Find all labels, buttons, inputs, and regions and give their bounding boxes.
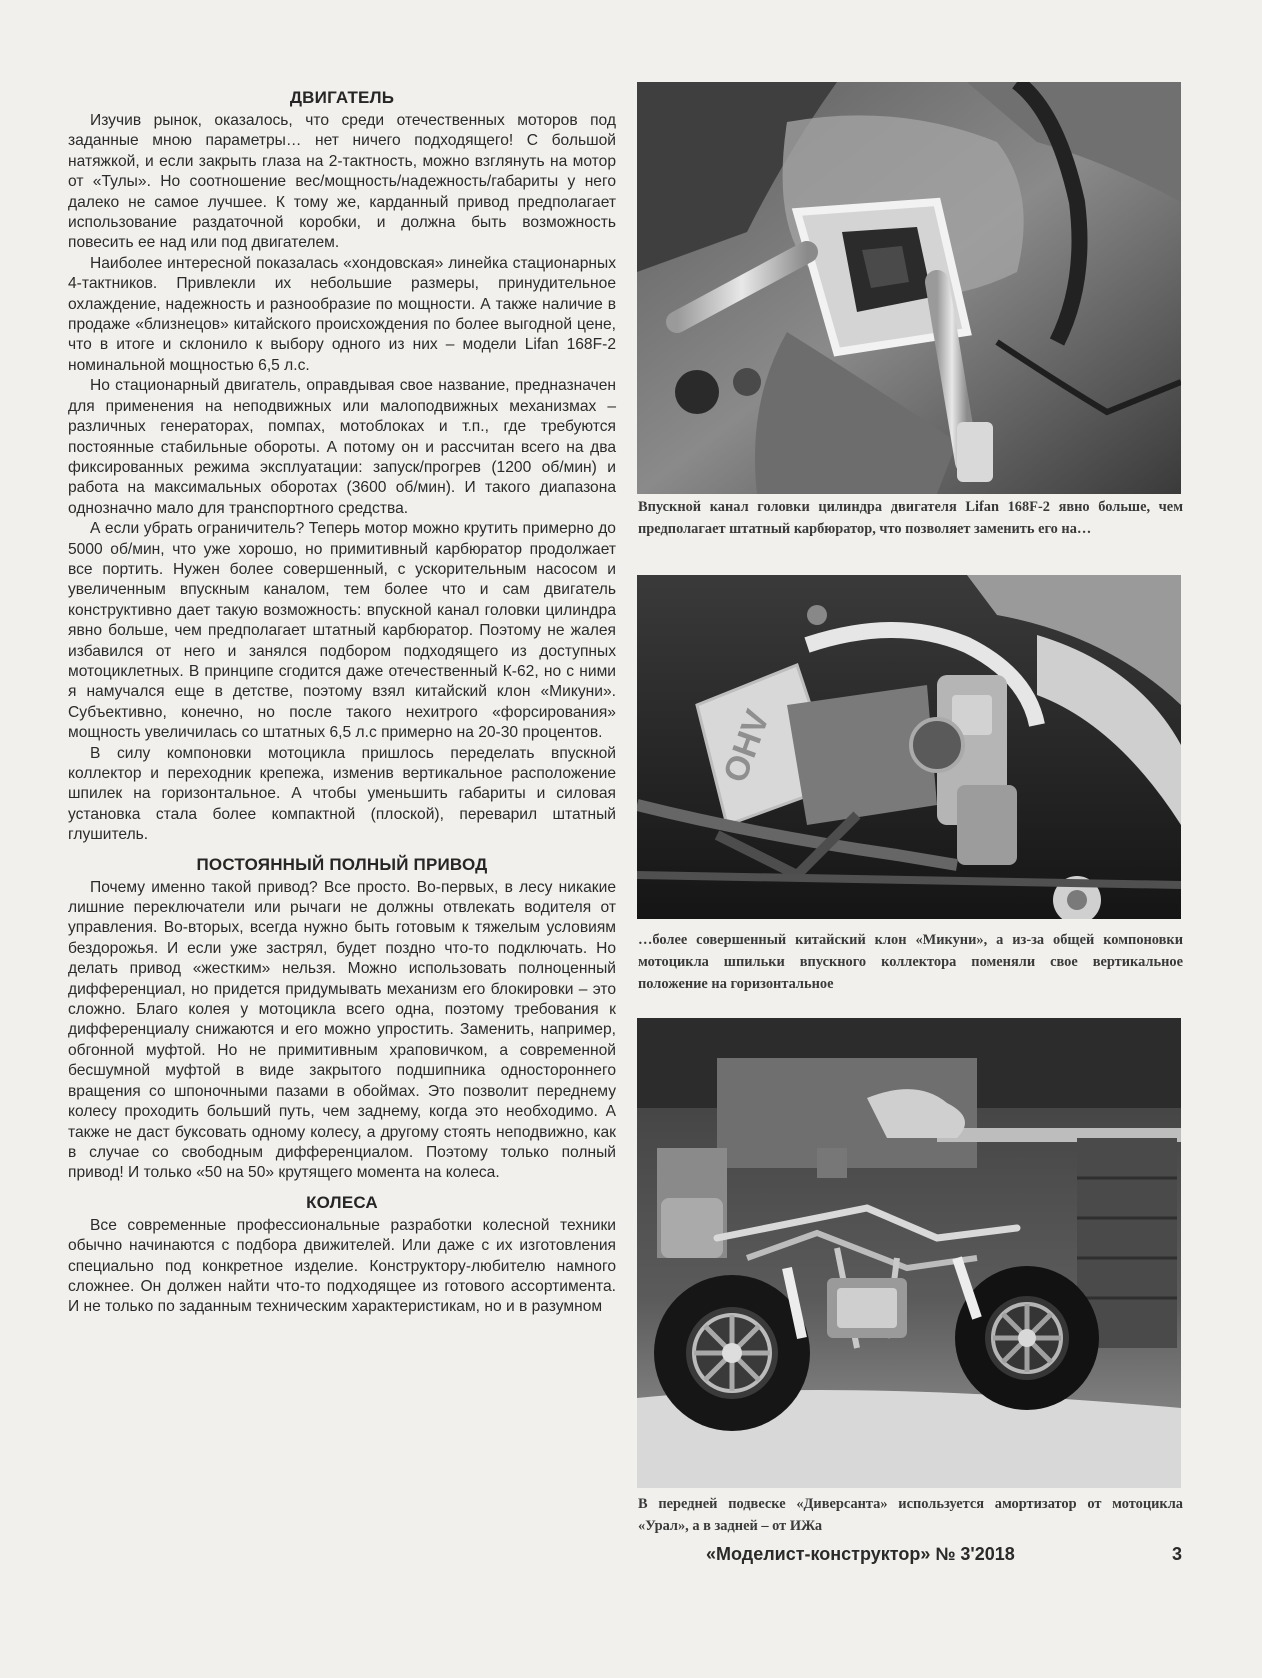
figure-caption: В передней подвеске «Диверсанта» используется амортизатор от мотоцикла «Урал», а в задней – от ИЖа: [638, 1496, 1183, 1534]
section-heading-wheels: КОЛЕСА: [306, 1192, 378, 1212]
paragraph: В силу компоновки мотоцикла пришлось переделать впускной коллектор и переходник крепежа, изменив вертикальное расположение шпилек на горизонтальное. А чтобы уменьшить габариты и силовая установка стала более компактной (плоской), переварил штатный глушитель.: [68, 744, 616, 844]
paragraph: Изучив рынок, оказалось, что среди отечественных моторов под заданные мною параметры… нет ничего подходящего! С большой натяжкой, и если закрыть глаза на 2-тактность, можно взглянуть на мотор от «Тулы». Но соотношение вес/мощность/надежность/габариты у него далеко не самое лучшее. К тому же, карданный привод предполагает использование раздаточной коробки, и должна быть возможность повесить ее над или под двигателем.: [68, 112, 616, 252]
section-heading-engine: ДВИГАТЕЛЬ: [289, 88, 395, 107]
page-number: 3: [1172, 1544, 1183, 1564]
engine-cover-stamp: OHV: [716, 705, 778, 788]
section-heading-drive: ПОСТОЯННЫЙ ПОЛНЫЙ ПРИВОД: [196, 854, 488, 874]
magazine-footer: «Моделист-конструктор» № 3'2018: [706, 1544, 1015, 1564]
figure-caption: …более совершенный китайский клон «Микуни», а из-за общей компоновки мотоцикла шпильки впускного коллектора поменяли свое вертикальное положение на горизонтальное: [638, 932, 1183, 992]
photo-atv-frame: [637, 1018, 1181, 1488]
paragraph: А если убрать ограничитель? Теперь мотор можно крутить примерно до 5000 об/мин, что уже хорошо, но примитивный карбюратор продолжает все портить. Нужен более совершенный, с ускорительным насосом и увеличенным впускным каналом, тем более что и сам двигатель конструктивно дает такую возможность: впускной канал головки цилиндра явно больше, чем предполагает штатный карбюратор. Поэтому не жалея избавился от него и занялся подбором подходящего из доступных мотоциклетных. В принципе сгодится даже отечественный К-62, но с ними я намучался еще в детстве, поэтому взял китайский клон «Микуни». Субъективно, конечно, но после такого нехитрого «форсирования» мощность увеличилась со штатных 6,5 л.с примерно на 20-30 процентов.: [68, 520, 616, 742]
paragraph: Наиболее интересной показалась «хондовская» линейка стационарных 4-тактников. Привлекли их небольшие размеры, принудительное охлаждение, надежность и разнообразие по мощности. А также наличие в продаже «близнецов» китайского происхождения по более выгодной цене, что в итоге и склонило к выбору одного из них – модели Lifan 168F-2 номинальной мощностью 6,5 л.с.: [68, 254, 616, 374]
figure-caption: Впускной канал головки цилиндра двигателя Lifan 168F-2 явно больше, чем предполагает штатный карбюратор, что позволяет заменить его на…: [638, 499, 1183, 537]
photo-cylinder-head: [637, 82, 1181, 494]
article-text-column: [68, 88, 616, 1318]
paragraph: Все современные профессиональные разработки колесной техники обычно начинаются с подбора движителей. Или даже с их изготовления специально под конкретное изделие. Конструктору-любителю намного сложнее. Он должен найти что-то подходящее из готового ассортимента. И не только по заданным техническим характеристикам, но и в разумном: [68, 1216, 616, 1316]
paragraph: Но стационарный двигатель, оправдывая свое название, предназначен для применения на неподвижных или малоподвижных механизмах – различных генераторах, помпах, мотоблоках и т.п., где требуются постоянные стабильные обороты. А потому он и рассчитан всего на два фиксированных режима эксплуатации: запуск/прогрев (1200 об/мин) и работа на максимальных оборотах (3600 об/мин). И такого диапазона однозначно мало для транспортного средства.: [68, 377, 616, 517]
photo-carburetor: [637, 575, 1181, 919]
paragraph: Почему именно такой привод? Все просто. Во-первых, в лесу никакие лишние переключатели или рычаги не должны отвлекать водителя от управления. Во-вторых, всегда нужно быть готовым к тяжелым условиям бездорожья. И если уже застрял, будет поздно что-то подключать. Но делать привод «жестким» нельзя. Можно использовать полноценный дифференциал, но придется придумывать механизм его блокировки – это сложно. Благо колея у мотоцикла всего одна, поэтому требования к дифференциалу снижаются и его можно упростить. Заменить, например, обгонной муфтой. Но не примитивным храповичком, а современной бесшумной муфтой в виде закрытого подшипника одностороннего вращения со шпоночными пазами в обоймах. Это позволит переднему колесу проходить больший путь, чем заднему, когда это необходимо. А также не даст буксовать одному колесу, а другому стоять неподвижно, как в случае со свободным дифференциалом. Поэтому только полный привод! И только «50 на 50» крутящего момента на колеса.: [68, 878, 616, 1182]
